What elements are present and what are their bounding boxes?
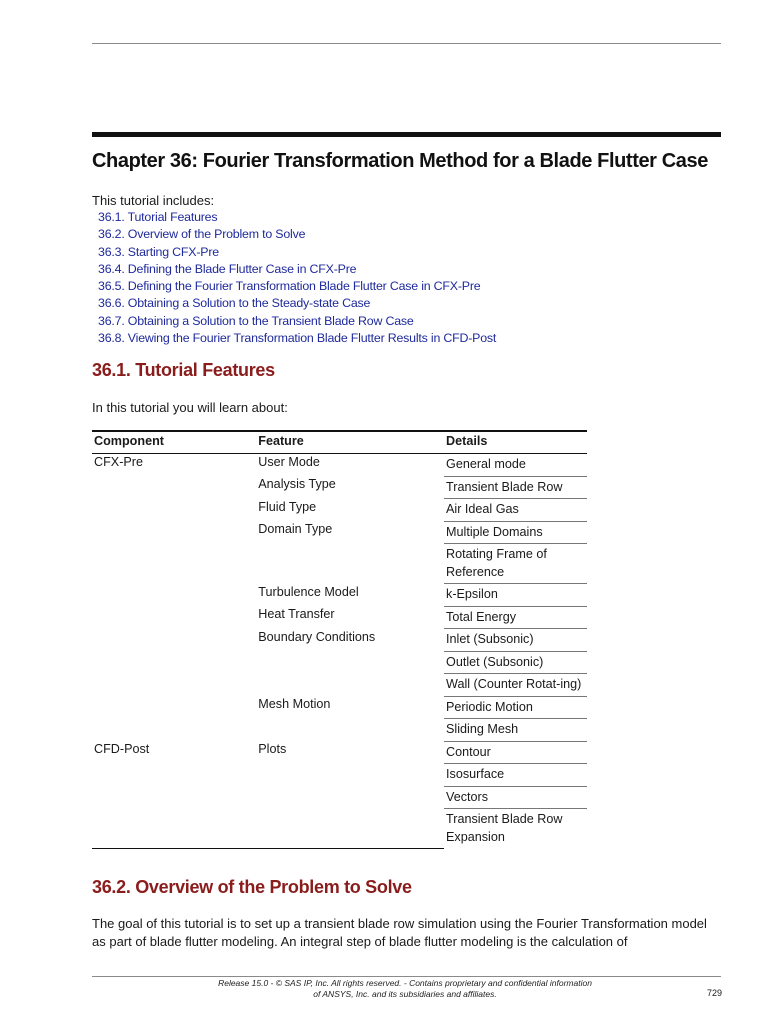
table-row [92,521,587,544]
table-cell: User Mode [258,455,320,469]
chapter-title: Chapter 36: Fourier Transformation Method for a Blade Flutter Case [92,150,708,172]
table-cell [92,674,256,697]
table-of-contents [98,209,496,347]
table-cell: Fluid Type [258,499,317,514]
table-cell [92,719,256,742]
table-cell [92,696,256,719]
table-cell [92,786,256,809]
table-cell [256,786,444,809]
table-cell [92,544,256,584]
table-cell [256,674,444,697]
table-cell [256,809,444,849]
table-cell [92,809,256,849]
table-row [92,476,587,499]
table-row [92,629,587,652]
table-row [92,454,587,477]
table-cell: Vectors [444,786,587,809]
table-row [92,544,587,584]
table-cell: Sliding Mesh [444,719,587,742]
table-cell: k-Epsilon [444,584,587,607]
table-cell [92,584,256,607]
table-cell [92,606,256,629]
table-cell: Multiple Domains [444,521,587,544]
section-title: 36.1. Tutorial Features [92,360,275,380]
toc-link[interactable]: 36.3. Starting CFX-Pre [98,244,219,259]
table-cell: Transient Blade Row Expansion [446,812,563,844]
section-title: 36.2. Overview of the Problem to Solve [92,877,412,897]
intro-text: This tutorial includes: [92,193,215,208]
table-cell: Wall (Counter Rotat-ing) [444,674,587,697]
table-cell [92,629,256,652]
page-number: 729 [706,988,722,998]
table-cell: Periodic Motion [444,696,587,719]
header-rule [92,43,721,44]
toc-link[interactable]: 36.6. Obtaining a Solution to the Steady-state Case [98,296,371,311]
toc-link[interactable]: 36.1. Tutorial Features [98,210,218,224]
table-cell: Plots [258,742,287,756]
table-cell [256,719,444,742]
table-row [92,674,587,697]
table-cell [92,499,256,522]
column-header: Component [92,431,256,454]
table-row [92,741,587,764]
table-cell: Air Ideal Gas [444,499,587,522]
table-cell [256,544,444,584]
toc-link[interactable]: 36.8. Viewing the Fourier Transformation Blade Flutter Results in CFD-Post [98,331,497,346]
table-row [92,584,587,607]
table-row [92,651,587,674]
table-cell: CFX-Pre [94,455,143,469]
footer-line: Release 15.0 - © SAS IP, Inc. All rights reserved. - Contains proprietary and confidential information [218,978,592,988]
table-cell: Analysis Type [258,477,336,491]
table-cell: Isosurface [444,764,587,787]
table-header-row [92,431,587,454]
table-cell: CFD-Post [94,742,150,756]
table-cell: Rotating Frame of Reference [444,544,587,584]
toc-link[interactable]: 36.7. Obtaining a Solution to the Transient Blade Row Case [98,313,414,328]
table-cell: Transient Blade Row [444,476,587,499]
table-row [92,606,587,629]
chapter-rule [92,132,721,137]
table-cell [92,651,256,674]
toc-link[interactable]: 36.4. Defining the Blade Flutter Case in CFX-Pre [98,261,357,276]
table-row [92,499,587,522]
table-row [92,696,587,719]
table-row [92,786,587,809]
table-cell [92,476,256,499]
table-cell [92,521,256,544]
features-table [92,430,587,849]
table-cell: Outlet (Subsonic) [444,651,587,674]
toc-link[interactable]: 36.2. Overview of the Problem to Solve [98,227,306,242]
table-cell: Contour [444,741,587,764]
table-cell: Inlet (Subsonic) [444,629,587,652]
table-cell [256,764,444,787]
toc-link[interactable]: 36.5. Defining the Fourier Transformation Blade Flutter Case in CFX-Pre [98,279,481,294]
footer-copyright [195,978,615,1000]
table-row [92,719,587,742]
table-cell [92,764,256,787]
footer-line: of ANSYS, Inc. and its subsidiaries and affiliates. [313,989,497,999]
table-cell: General mode [444,454,587,477]
section-lead: In this tutorial you will learn about: [92,400,288,415]
table-row [92,809,587,849]
body-paragraph: The goal of this tutorial is to set up a transient blade row simulation using the Fourier Transformation model as part of blade flutter modeling. An integral step of blade flutter modeling is the calculation of [92,916,707,949]
column-header: Feature [256,431,444,454]
footer-rule [92,976,721,977]
table-cell: Domain Type [258,522,333,536]
table-cell: Turbulence Model [258,584,359,599]
table-cell: Mesh Motion [258,697,331,711]
table-cell: Heat Transfer [258,607,335,621]
table-cell: Total Energy [444,606,587,629]
table-cell: Boundary Conditions [258,629,376,644]
table-row [92,764,587,787]
table-cell [256,651,444,674]
column-header: Details [444,431,587,454]
